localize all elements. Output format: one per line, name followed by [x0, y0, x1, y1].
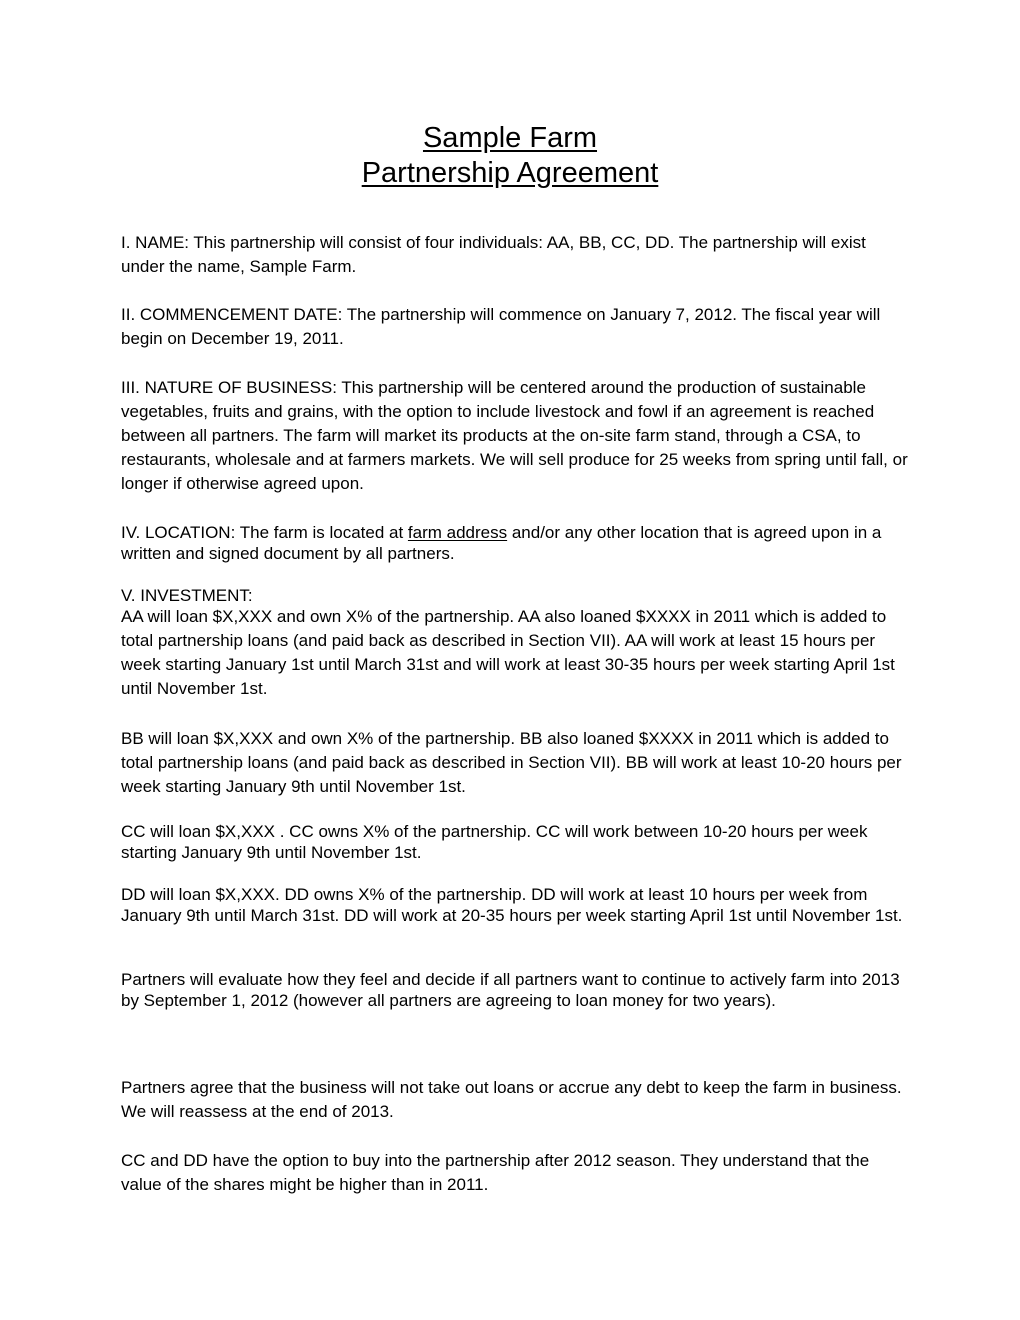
section-nature-of-business: III. NATURE OF BUSINESS: This partnership will be centered around the production of sustainable vegetables, fruits and grains, with the option to include livestock and fowl if an agreement is reached between all partners. The farm will market its products at the on-site farm stand, through a CSA, to restaurants, wholesale and at farmers markets. We will sell produce for 25 weeks from spring until fall, or longer if otherwise agreed upon. — [121, 378, 908, 493]
location-text-after: and/or any other location that is agreed upon in a written and signed document by all partners. — [121, 523, 882, 563]
investment-cc-paragraph: CC will loan $X,XXX . CC owns X% of the partnership. CC will work between 10-20 hours per week starting January 9th until November 1st. — [121, 822, 868, 862]
document-subtitle: Partnership Agreement — [361, 157, 659, 189]
section-name: I. NAME: This partnership will consist of four individuals: AA, BB, CC, DD. The partnership will exist under the name, Sample Farm. — [121, 233, 866, 276]
investment-dd-paragraph: DD will loan $X,XXX. DD owns X% of the partnership. DD will work at least 10 hours per week from January 9th until March 31st. DD will work at 20-35 hours per week starting April 1st until November 1st. — [121, 885, 903, 925]
investment-aa-paragraph: AA will loan $X,XXX and own X% of the partnership. AA also loaned $XXXX in 2011 which is added to total partnership loans (and paid back as described in Section VII). AA will work at least 15 hours per week starting January 1st until March 31st and will work at least 30-35 hours per week starting April 1st until November 1st. — [121, 607, 895, 698]
investment-buy-in-paragraph: CC and DD have the option to buy into the partnership after 2012 season. They understand that the value of the shares might be higher than in 2011. — [121, 1151, 870, 1194]
investment-evaluate-paragraph: Partners will evaluate how they feel and decide if all partners want to continue to actively farm into 2013 by September 1, 2012 (however all partners are agreeing to loan money for two years). — [121, 970, 900, 1010]
investment-no-debt-paragraph: Partners agree that the business will not take out loans or accrue any debt to keep the farm in business. We will reassess at the end of 2013. — [121, 1078, 902, 1121]
section-investment-heading: V. INVESTMENT: — [121, 586, 253, 605]
farm-address-link[interactable]: farm address — [407, 523, 508, 542]
document-title: Sample Farm — [422, 122, 598, 154]
investment-bb-paragraph: BB will loan $X,XXX and own X% of the partnership. BB also loaned $XXXX in 2011 which is added to total partnership loans (and paid back as described in Section VII). BB will work at least 10-20 hours per week starting January 9th until November 1st. — [121, 729, 902, 796]
location-text-before: IV. LOCATION: The farm is located at — [121, 523, 408, 542]
section-location — [121, 522, 911, 564]
section-commencement-date: II. COMMENCEMENT DATE: The partnership will commence on January 7, 2012. The fiscal year will begin on December 19, 2011. — [121, 305, 881, 348]
